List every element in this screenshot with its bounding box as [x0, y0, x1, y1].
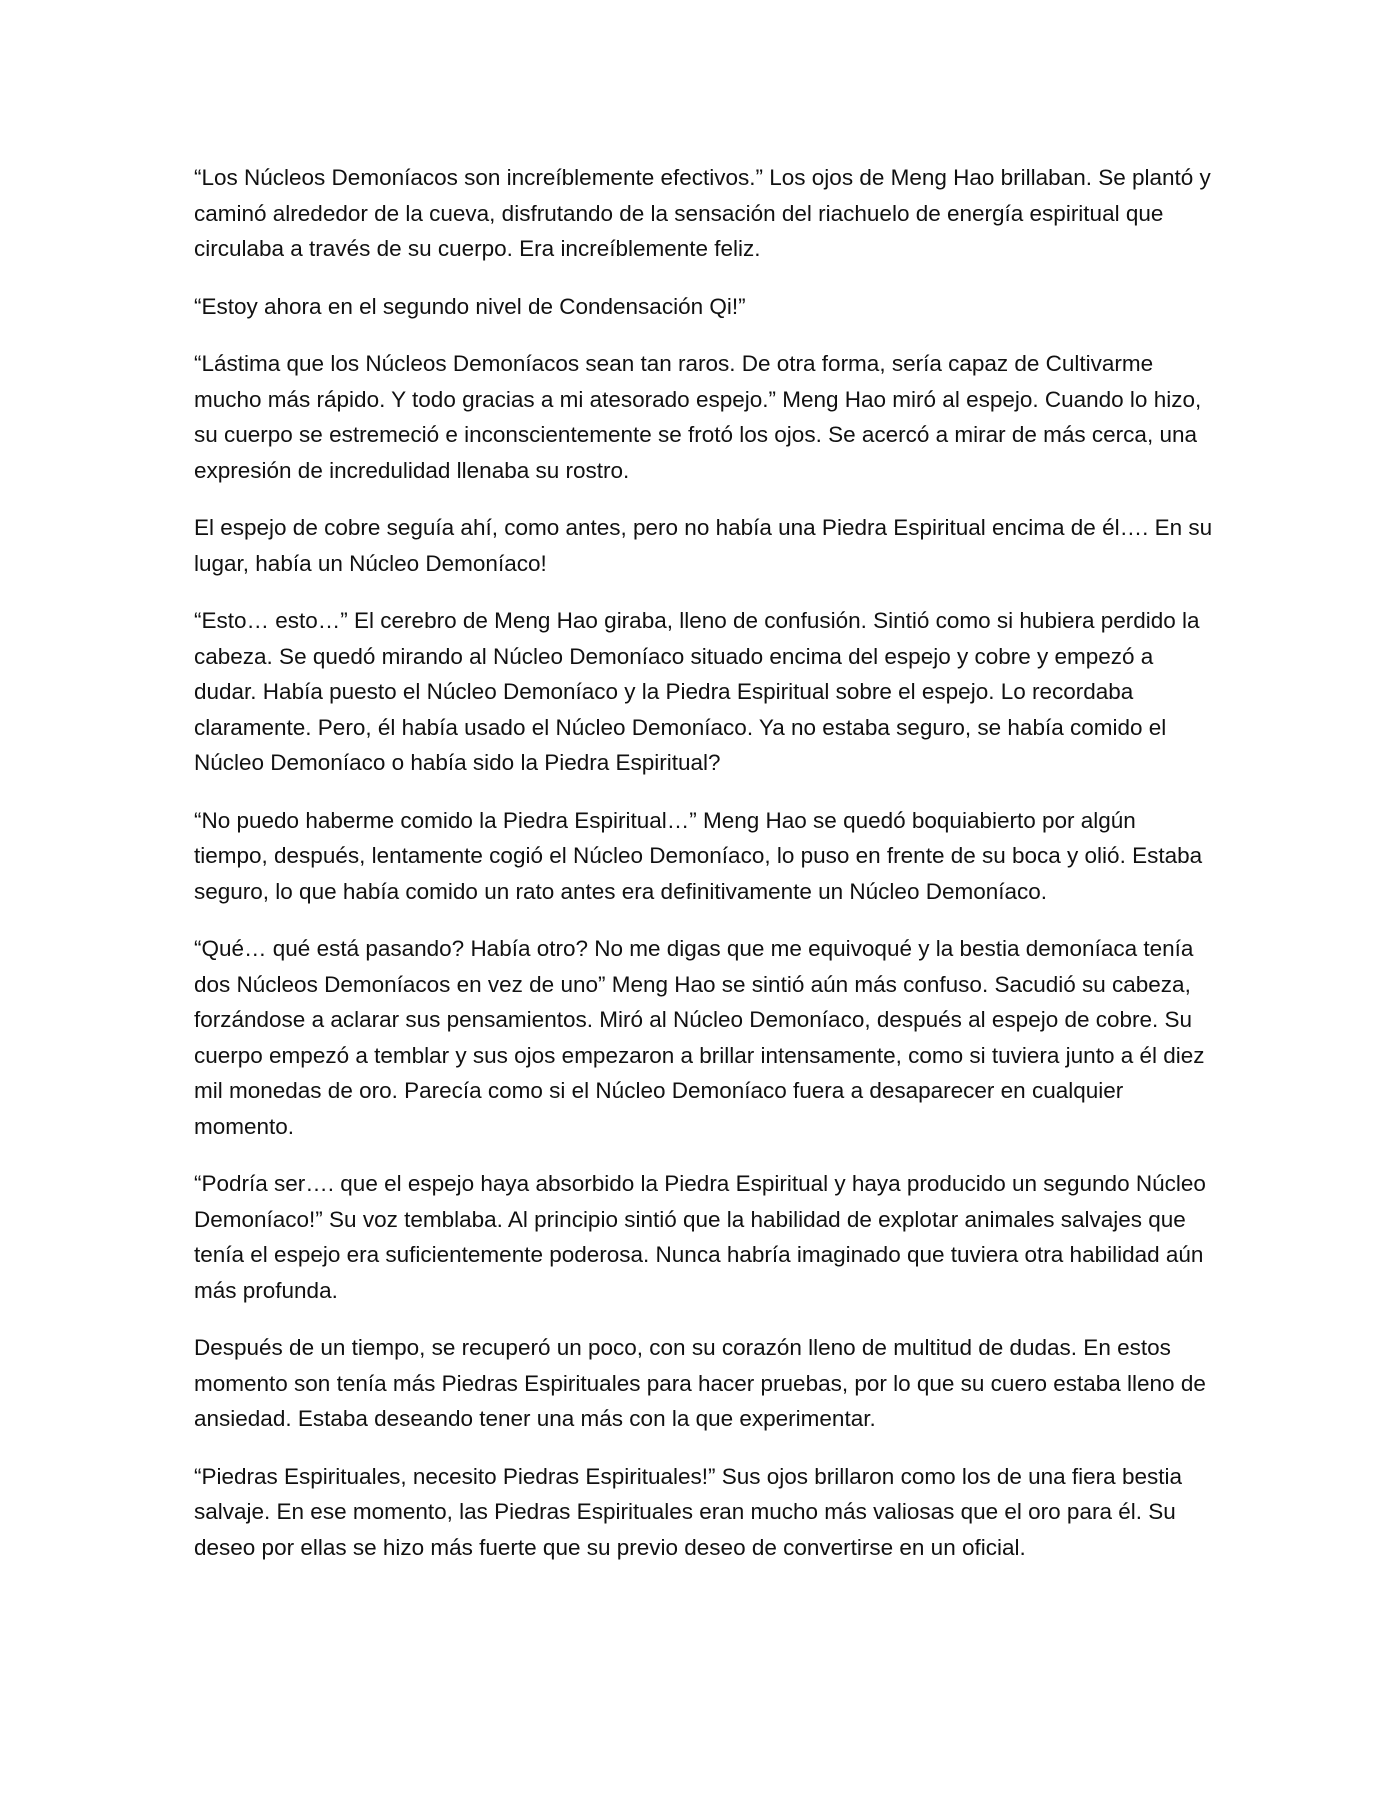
paragraph: “Piedras Espirituales, necesito Piedras Espirituales!” Sus ojos brillaron como los de una fiera bestia salvaje. En ese momento, las Piedras Espirituales eran mucho más valiosas que el oro para él. Su deseo por ellas se hizo más fuerte que su previo deseo de convertirse en un oficial. — [194, 1463, 1182, 1560]
paragraph: “Estoy ahora en el segundo nivel de Condensación Qi!” — [194, 293, 746, 319]
paragraph: El espejo de cobre seguía ahí, como antes, pero no había una Piedra Espiritual encima de él…. En su lugar, había un Núcleo Demoníaco! — [194, 515, 1213, 576]
paragraph: “Lástima que los Núcleos Demoníacos sean tan raros. De otra forma, sería capaz de Cultivarme mucho más rápido. Y todo gracias a mi atesorado espejo.” Meng Hao miró al espejo. Cuando lo hizo, su cuerpo se estremeció e inconscientemente se frotó los ojos. Se acercó a mirar de más cerca, una expresión de incredulidad llenaba su rostro. — [194, 351, 1202, 483]
document-body — [194, 160, 1214, 1587]
paragraph: “Podría ser…. que el espejo haya absorbido la Piedra Espiritual y haya producido un segundo Núcleo Demoníaco!” Su voz temblaba. Al principio sintió que la habilidad de explotar animales salvajes que tenía el espejo era suficientemente poderosa. Nunca habría imaginado que tuviera otra habilidad aún más profunda. — [194, 1171, 1206, 1303]
paragraph: “No puedo haberme comido la Piedra Espiritual…” Meng Hao se quedó boquiabierto por algún tiempo, después, lentamente cogió el Núcleo Demoníaco, lo puso en frente de su boca y olió. Estaba seguro, lo que había comido un rato antes era definitivamente un Núcleo Demoníaco. — [194, 807, 1203, 904]
paragraph: “Qué… qué está pasando? Había otro? No me digas que me equivoqué y la bestia demoníaca tenía dos Núcleos Demoníacos en vez de uno” Meng Hao se sintió aún más confuso. Sacudió su cabeza, forzándose a aclarar sus pensamientos. Miró al Núcleo Demoníaco, después al espejo de cobre. Su cuerpo empezó a temblar y sus ojos empezaron a brillar intensamente, como si tuviera junto a él diez mil monedas de oro. Parecía como si el Núcleo Demoníaco fuera a desaparecer en cualquier momento. — [194, 936, 1205, 1139]
paragraph: Después de un tiempo, se recuperó un poco, con su corazón lleno de multitud de dudas. En estos momento son tenía más Piedras Espirituales para hacer pruebas, por lo que su cuero estaba lleno de ansiedad. Estaba deseando tener una más con la que experimentar. — [194, 1335, 1206, 1431]
paragraph: “Esto… esto…” El cerebro de Meng Hao giraba, lleno de confusión. Sintió como si hubiera perdido la cabeza. Se quedó mirando al Núcleo Demoníaco situado encima del espejo y cobre y empezó a dudar. Había puesto el Núcleo Demoníaco y la Piedra Espiritual sobre el espejo. Lo recordaba claramente. Pero, él había usado el Núcleo Demoníaco. Ya no estaba seguro, se había comido el Núcleo Demoníaco o había sido la Piedra Espiritual? — [194, 608, 1200, 775]
paragraph: “Los Núcleos Demoníacos son increíblemente efectivos.” Los ojos de Meng Hao brillaban. Se plantó y caminó alrededor de la cueva, disfrutando de la sensación del riachuelo de energía espiritual que circulaba a través de su cuerpo. Era increíblemente feliz. — [194, 165, 1211, 261]
